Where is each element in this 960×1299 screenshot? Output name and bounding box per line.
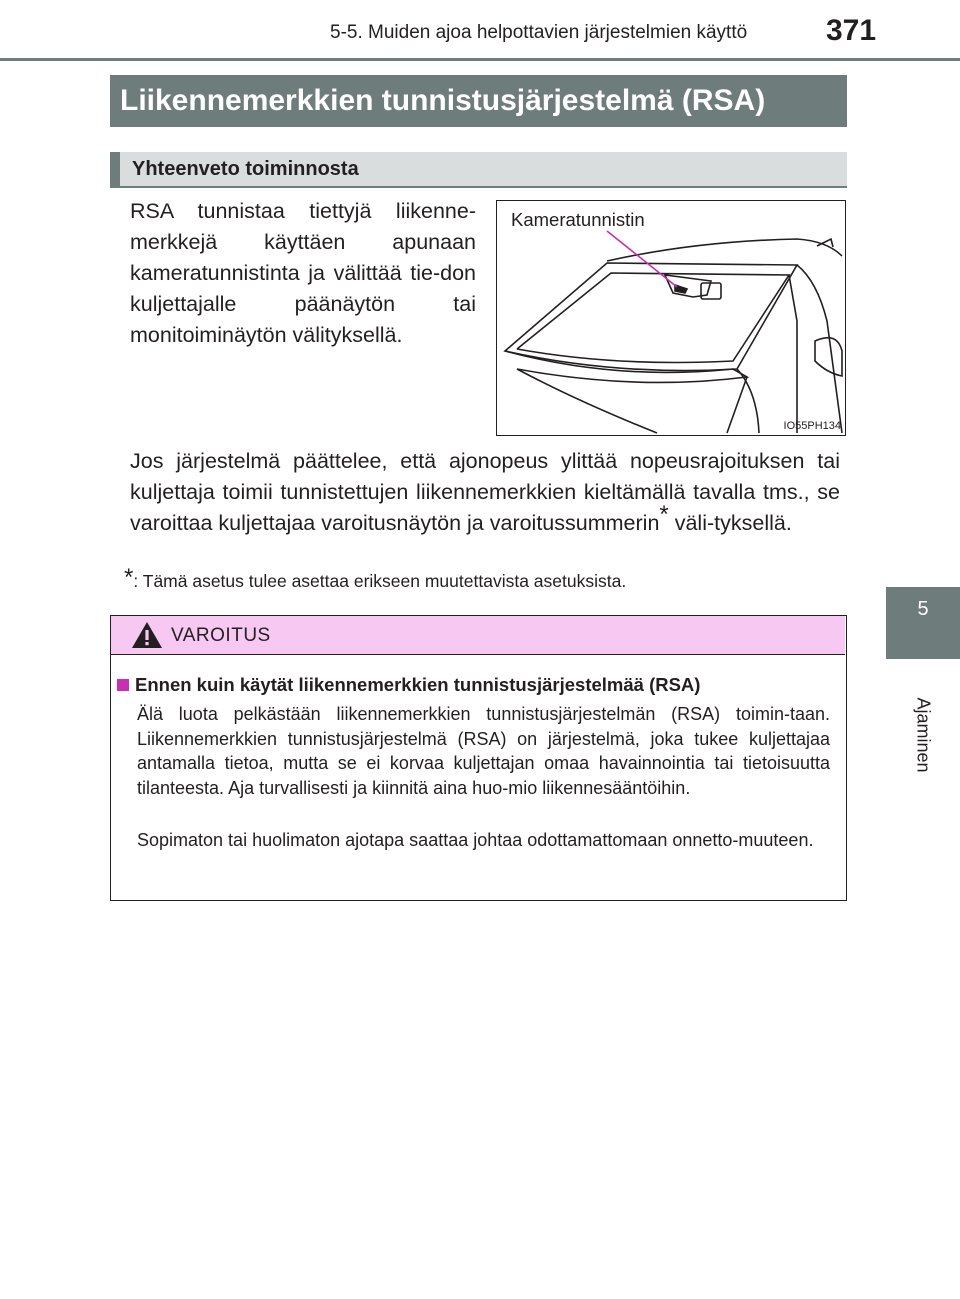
footnote-text: : Tämä asetus tulee asettaa erikseen muutettavista asetuksista.	[133, 571, 627, 591]
warning-triangle-icon	[131, 621, 163, 649]
figure-label: Kameratunnistin	[511, 209, 645, 230]
header-rule	[0, 58, 960, 61]
subsection-header	[110, 152, 847, 188]
warning-subheading	[117, 674, 837, 696]
page-number: 371	[826, 14, 877, 47]
warning-subheading-text: Ennen kuin käytät liikennemerkkien tunnistusjärjestelmää (RSA)	[135, 674, 701, 695]
side-chapter-label-box	[886, 660, 960, 810]
camera-sensor-figure	[496, 200, 846, 436]
windshield-illustration	[497, 201, 844, 434]
footnote	[124, 566, 844, 594]
warning-paragraph-2: Sopimaton tai huolimaton ajotapa saattaa johtaa odottamattomaan onnetto-muuteen.	[137, 830, 814, 850]
section-title: Liikennemerkkien tunnistusjärjestelmä (RSA)	[110, 75, 847, 127]
warning-title: VAROITUS	[171, 625, 271, 646]
warning-header	[111, 616, 845, 655]
side-chapter-number: 5	[917, 598, 929, 620]
body-paragraph	[130, 446, 840, 539]
side-chapter-label: Ajaminen	[913, 697, 934, 773]
intro-paragraph: RSA tunnistaa tiettyjä liikenne-merkkejä käyttäen apunaan kameratunnistinta ja välittää tie-don kuljettajalle päänäytön tai monitoiminäytön välityksellä.	[130, 199, 476, 347]
bullet-square-icon	[117, 679, 129, 691]
warning-box	[110, 615, 847, 901]
footnote-asterisk: *	[124, 564, 134, 591]
subsection-title: Yhteenveto toiminnosta	[132, 158, 359, 180]
side-chapter-tab	[886, 587, 960, 659]
body-text: Jos järjestelmä päättelee, että ajonopeus ylittää nopeusrajoituksen tai kuljettaja toimii tunnistettujen liikennemerkkien kieltämällä tavalla tms., se varoittaa kuljettajaa varoitusnäytön ja varoitussummerin	[130, 449, 840, 535]
chapter-header-title: 5-5. Muiden ajoa helpottavien järjestelmien käyttö	[330, 22, 748, 43]
warning-paragraph-1: Älä luota pelkästään liikennemerkkien tunnistusjärjestelmän (RSA) toimin-taan. Liikennemerkkien tunnistusjärjestelmä (RSA) on järjestelmä, joka tukee kuljettajaa antamalla tietoa, mutta se ei korvaa kuljettajan omaa havainnointia tai tietoisuutta tilanteesta. Aja turvallisesti ja kiinnitä aina huo-mio liikennesääntöihin.	[137, 704, 830, 798]
figure-code: IO55PH134	[783, 420, 841, 432]
body-asterisk: *	[659, 500, 669, 528]
body-text-end: väli-tyksellä.	[668, 511, 792, 535]
